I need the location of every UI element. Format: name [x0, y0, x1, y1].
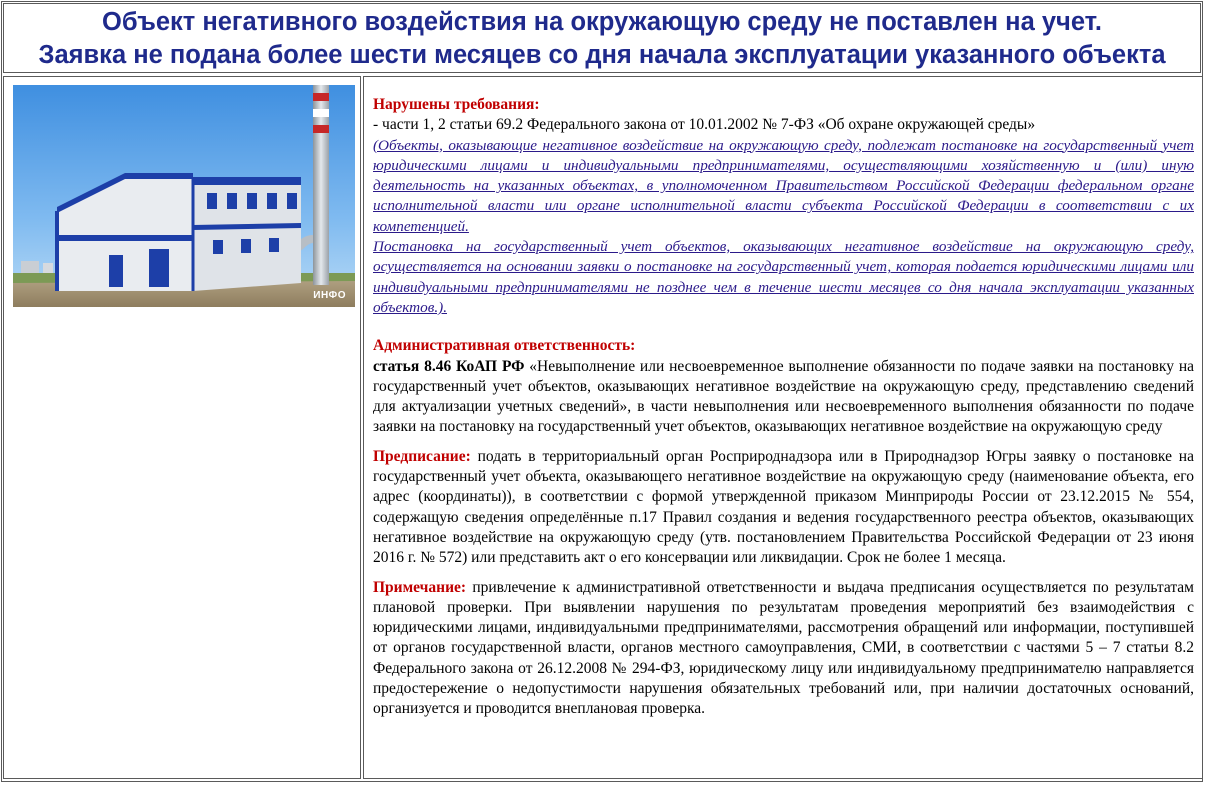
- title-line-1: Объект негативного воздействия на окружающую среду не поставлен на учет.: [101, 8, 1103, 36]
- quote-2-text: Постановка на государственный учет объектов, оказывающих негативное воздействие на окружающую среду, осуществляется на основании заявки о постановке на государственный учет, которая подается юридическими лицами или индивидуальными предпринимателями не позднее чем в течение шести месяцев со дня начала эксплуатации указанных объектов.).: [373, 238, 1194, 316]
- image-cell: [3, 76, 361, 779]
- violations-quote-1: [373, 136, 1194, 237]
- photo-watermark: ИНФО: [313, 290, 346, 301]
- quote-1-text: (Объекты, оказывающие негативное воздействие на окружающую среду, подлежат постановке на государственный учет юридическими лицами и индивидуальными предпринимателями, осуществляющими хозяйственную и (или) иную деятельность на указанных объектах, в уполномоченном Правительством Российской Федерации федеральном органе исполнительной власти или органе исполнительной власти субъекта Российской Федерации в соответствии с их компетенцией.: [373, 136, 1194, 235]
- building-illustration: [13, 85, 355, 307]
- page-title: [3, 3, 1201, 73]
- note-paragraph: [373, 578, 1194, 720]
- violations-heading-label: Нарушены требования:: [373, 96, 540, 113]
- note-text: привлечение к административной ответственности и выдача предписания осуществляется по результатам плановой проверки. При выявлении нарушения по результатам проведения мероприятий без взаимодействия с юридическими лицами, индивидуальными предпринимателями, рассмотрения обращений или информации, поступившей от органов государственной власти, органов местного самоуправления, СМИ, в соответствии с частями 5 – 7 статьи 8.2 Федерального закона от 26.12.2008 № 294-ФЗ, юридическому лицу или индивидуальному предпринимателю направляется предостережение о недопустимости нарушения обязательных требований или, при наличии достаточных оснований, организуется и проводится внеплановая проверка.: [373, 578, 1194, 718]
- liability-heading: [373, 336, 1194, 356]
- violations-law: - части 1, 2 статьи 69.2 Федерального закона от 10.01.2002 № 7-ФЗ «Об охране окружающей среды»: [373, 116, 1036, 134]
- liability-heading-label: Административная ответственность:: [373, 337, 636, 355]
- violations-heading: [373, 95, 1194, 115]
- liability-text: «Невыполнение или несвоевременное выполнение обязанности по подаче заявки на постановку на государственный учет объектов, оказывающих негативное воздействие на окружающую среду, представлению сведений для актуализации учетных сведений», в части невыполнения или несвоевременного выполнения обязанности по подаче заявки на постановку на государственный учет объектов, оказывающих негативное воздействие на окружающую среду: [373, 357, 1194, 436]
- building-photo: [13, 85, 355, 307]
- order-paragraph: [373, 447, 1194, 569]
- liability-article: статья 8.46 КоАП РФ: [373, 357, 525, 375]
- order-text: подать в территориальный орган Росприроднадзора или в Природнадзор Югры заявку о постановке на государственный учет объекта, оказывающего негативное воздействие на окружающую среду (наименование объекта, его адрес (координаты)), в соответствии с формой утвержденной приказом Минприроды России от 23.12.2015 № 554, содержащую сведения определённые п.17 Правил создания и ведения государственного реестра объектов, оказывающих негативное воздействие на окружающую среду (утв. постановлением Правительства Российской Федерации от 23 июня 2016 г. № 572) или представить акт о его консервации или ликвидации. Срок не более 1 месяца.: [373, 447, 1194, 567]
- spacer: [373, 438, 1194, 447]
- spacer: [373, 569, 1194, 578]
- violations-quote-2: [373, 237, 1194, 318]
- order-label: Предписание:: [373, 447, 471, 465]
- note-label: Примечание:: [373, 578, 467, 596]
- title-line-2: Заявка не подана более шести месяцев со дня начала эксплуатации указанного объекта: [38, 41, 1166, 69]
- liability-paragraph: [373, 357, 1194, 438]
- spacer: [373, 318, 1194, 336]
- content-cell: [363, 76, 1203, 779]
